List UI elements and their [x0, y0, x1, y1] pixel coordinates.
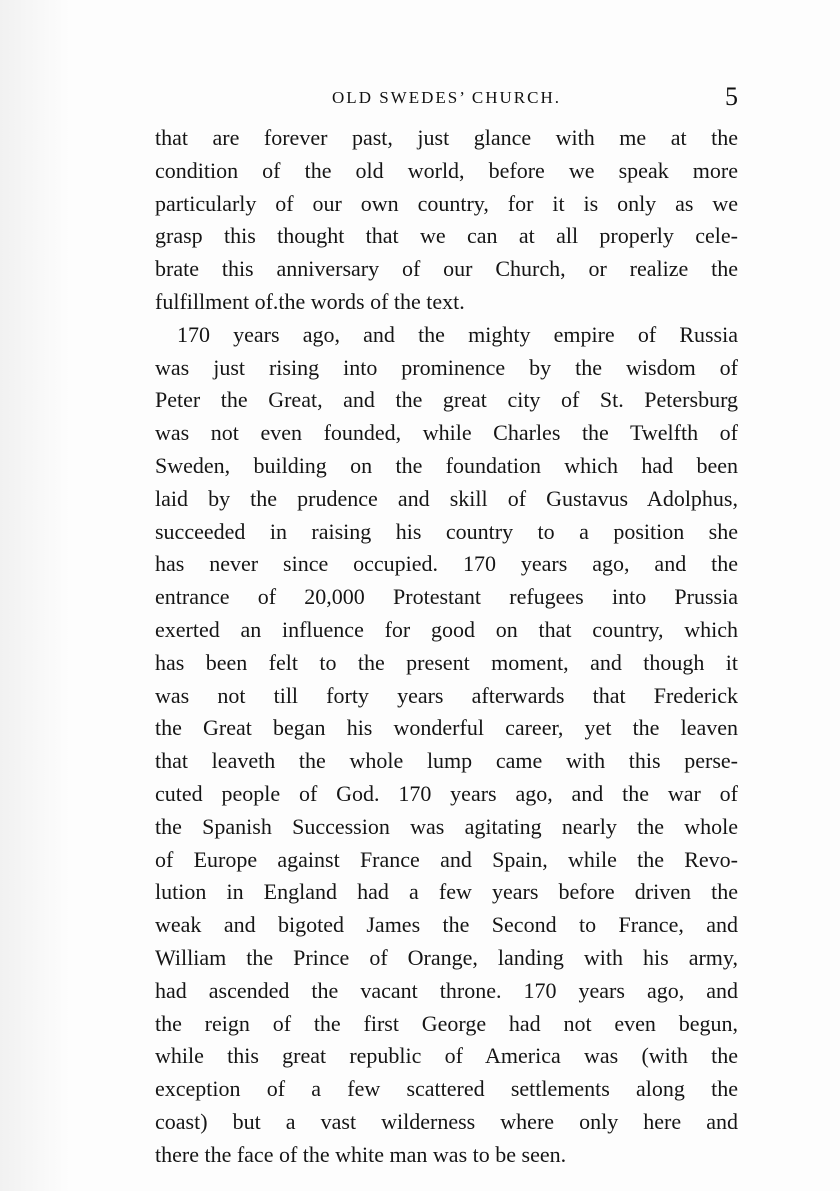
body-text: [155, 122, 738, 1172]
text-line: fulfillment of.the words of the text.: [155, 288, 465, 314]
text-line: the Spanish Succession was agitating nearly the whole: [155, 813, 738, 839]
page-gutter-shadow: [0, 0, 70, 1191]
text-line: entrance of 20,000 Protestant refugees into Prussia: [155, 584, 738, 610]
text-line: of Europe against France and Spain, while the Revo-: [155, 846, 738, 872]
text-line: cuted people of God. 170 years ago, and the war of: [155, 780, 738, 806]
text-line: has never since occupied. 170 years ago, and the: [155, 551, 738, 577]
text-line: was not till forty years afterwards that Frederick: [155, 682, 738, 708]
running-head: [155, 82, 738, 116]
running-title: OLD SWEDES’ CHURCH.: [332, 88, 561, 107]
text-line: that are forever past, just glance with me at the: [155, 125, 738, 150]
text-line: there the face of the white man was to be seen.: [155, 1141, 567, 1167]
text-line: exception of a few scattered settlements along the: [155, 1076, 738, 1102]
text-line: grasp this thought that we can at all properly cele-: [155, 223, 738, 249]
text-line: lution in England had a few years before driven the: [155, 879, 738, 905]
text-line: that leaveth the whole lump came with this perse-: [155, 748, 738, 774]
text-line: the reign of the first George had not even begun,: [155, 1010, 738, 1036]
text-line: succeeded in raising his country to a position she: [155, 518, 738, 544]
text-line: Sweden, building on the foundation which had been: [155, 452, 738, 478]
text-line: had ascended the vacant throne. 170 years ago, and: [155, 977, 738, 1003]
text-line: was just rising into prominence by the wisdom of: [155, 354, 738, 380]
text-line: was not even founded, while Charles the Twelfth of: [155, 420, 738, 446]
text-line: condition of the old world, before we speak more: [155, 157, 738, 183]
text-line: Peter the Great, and the great city of St. Petersburg: [155, 387, 738, 413]
text-line: William the Prince of Orange, landing with his army,: [155, 944, 738, 970]
page-number: 5: [725, 82, 738, 111]
text-line: exerted an influence for good on that country, which: [155, 616, 738, 642]
text-line: brate this anniversary of our Church, or realize the: [155, 256, 738, 282]
text-line: particularly of our own country, for it is only as we: [155, 190, 738, 216]
text-line: weak and bigoted James the Second to France, and: [155, 912, 738, 938]
text-line: the Great began his wonderful career, yet the leaven: [155, 715, 738, 741]
text-line: laid by the prudence and skill of Gustavus Adolphus,: [155, 485, 738, 511]
text-line: coast) but a vast wilderness where only here and: [155, 1108, 738, 1134]
text-line: 170 years ago, and the mighty empire of Russia: [177, 321, 738, 347]
text-line: has been felt to the present moment, and though it: [155, 649, 738, 675]
text-line: while this great republic of America was (with the: [155, 1043, 738, 1069]
